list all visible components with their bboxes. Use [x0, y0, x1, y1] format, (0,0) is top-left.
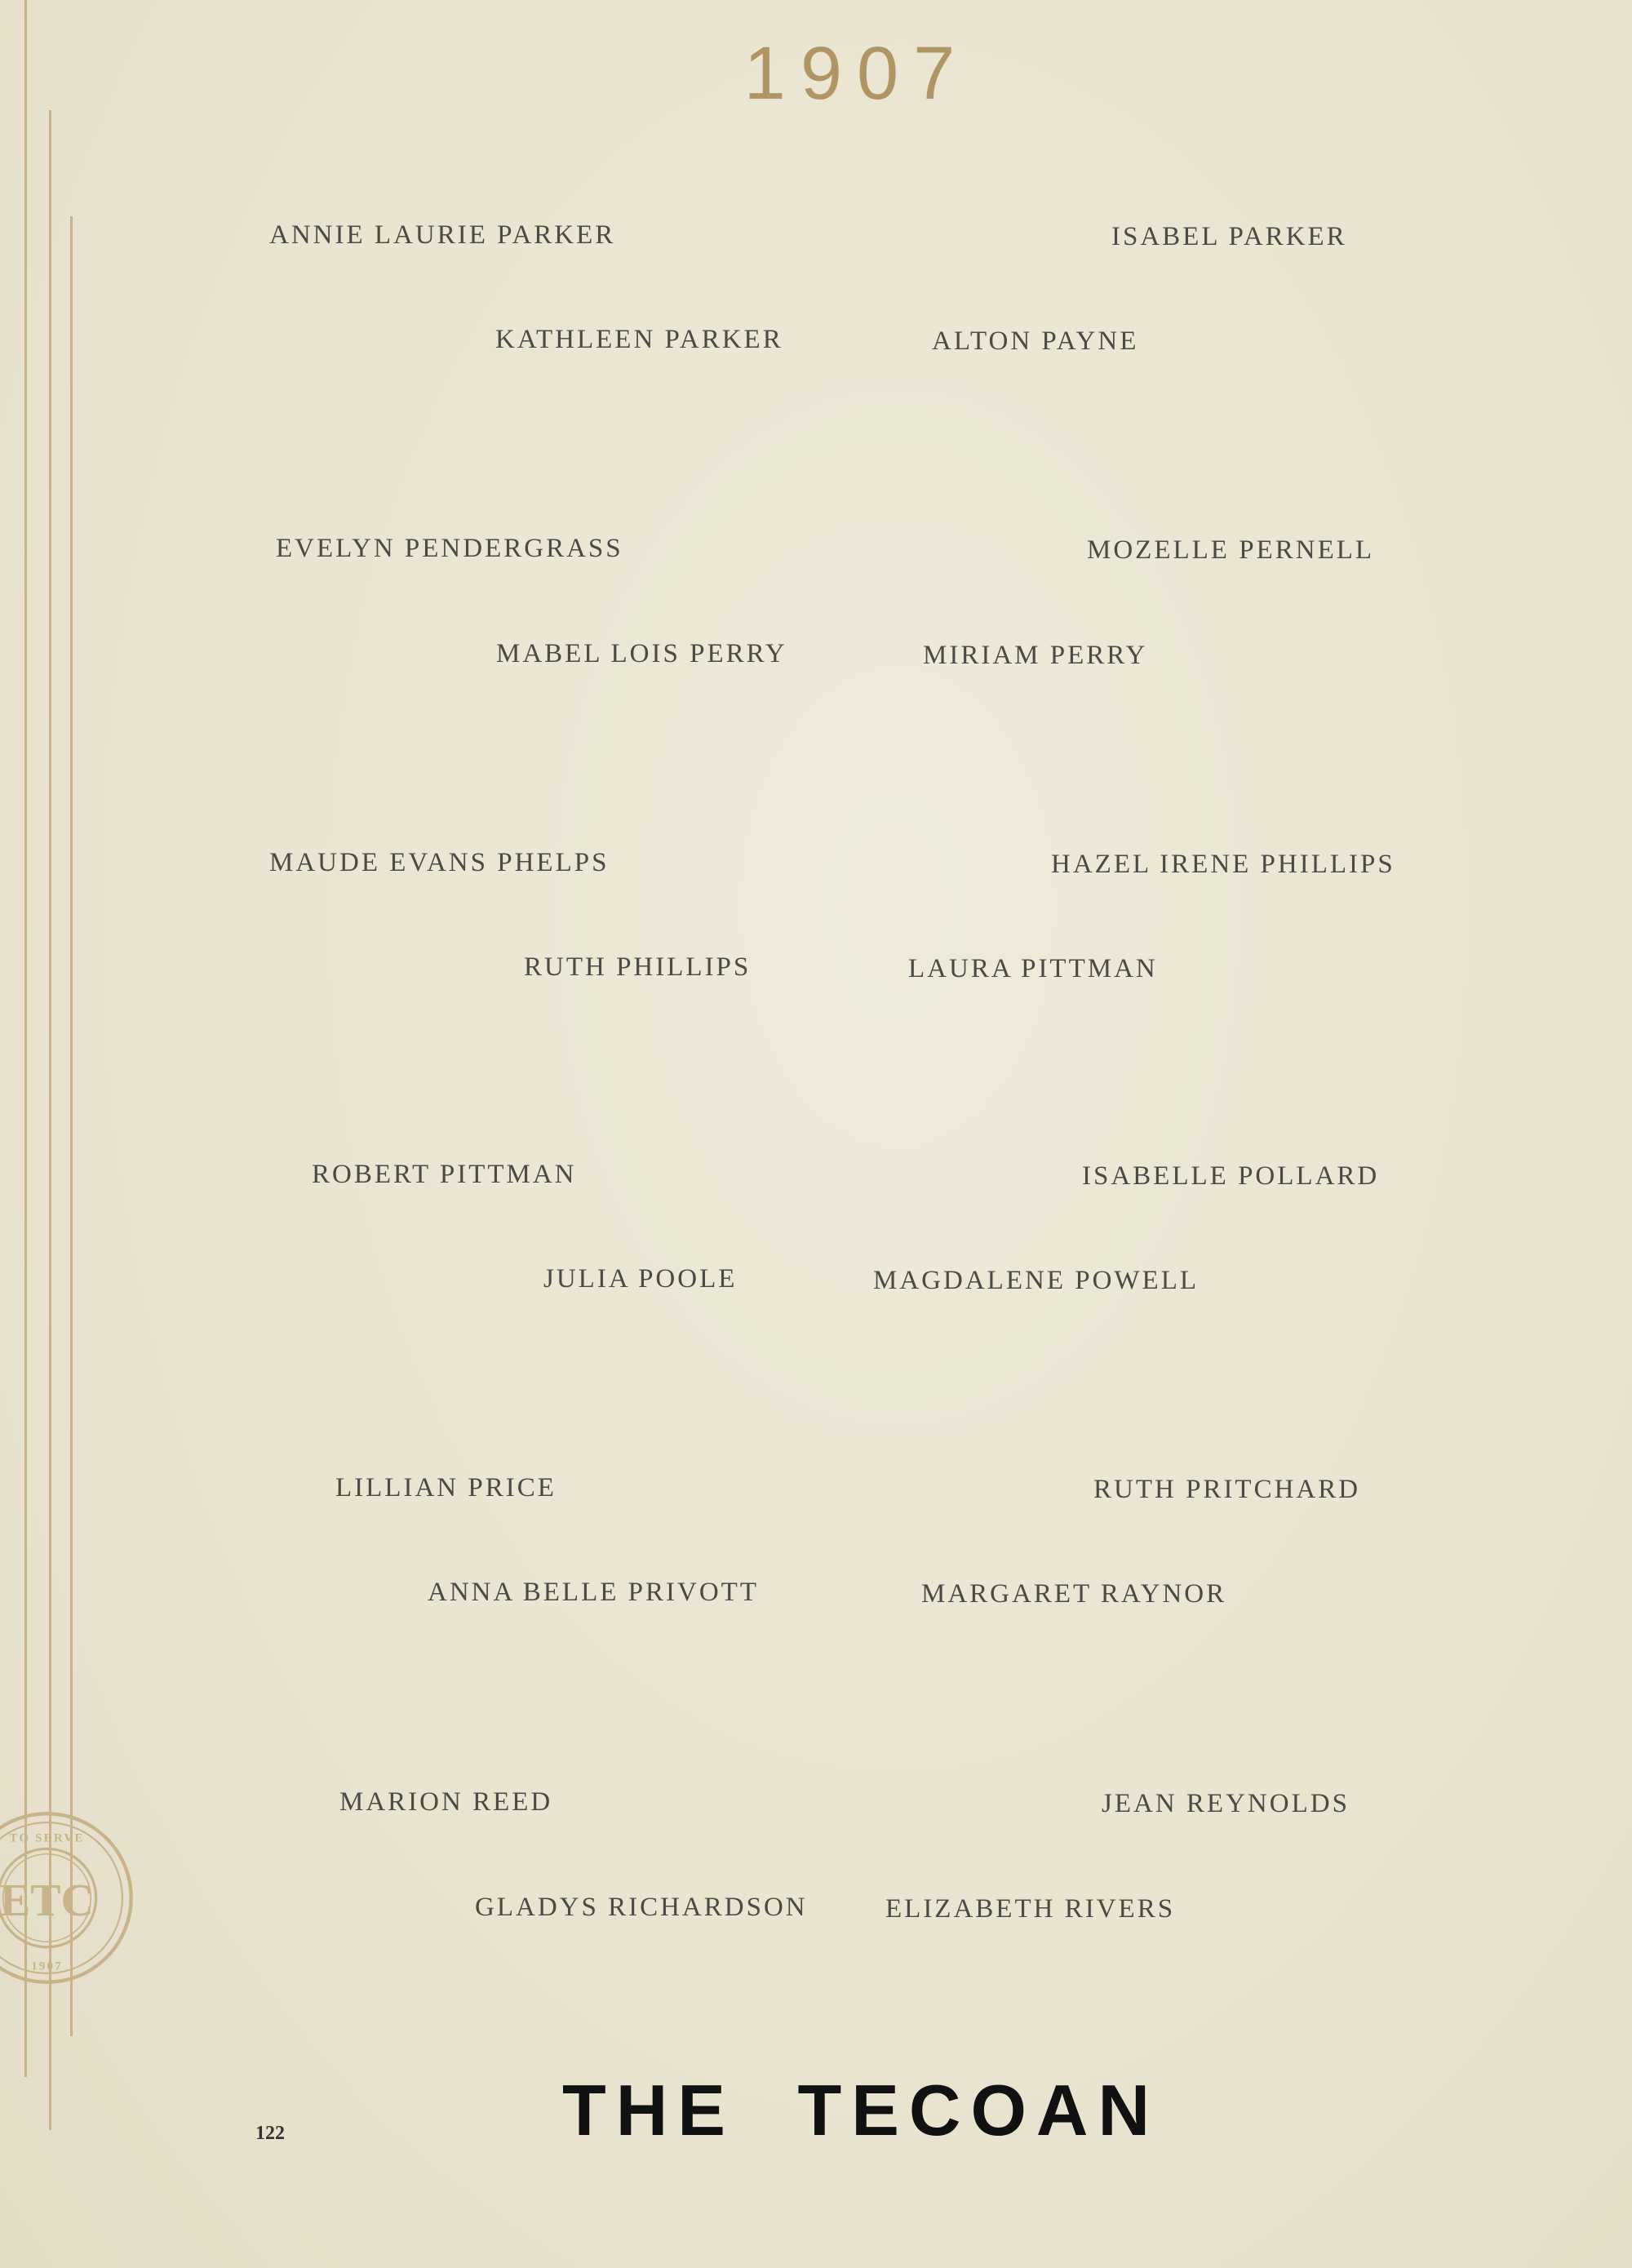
student-name: MARION REED: [339, 1787, 553, 1817]
student-name: MARGARET RAYNOR: [921, 1579, 1227, 1609]
student-name: LILLIAN PRICE: [335, 1473, 557, 1502]
margin-rule-3: [70, 216, 73, 2036]
svg-text:TO SERVE: TO SERVE: [9, 1831, 85, 1845]
student-name: MABEL LOIS PERRY: [496, 639, 787, 668]
student-name: RUTH PRITCHARD: [1093, 1475, 1361, 1504]
student-name: GLADYS RICHARDSON: [475, 1893, 808, 1922]
margin-rule-1: [24, 0, 27, 2077]
student-name: JULIA POOLE: [543, 1264, 738, 1294]
student-name: KATHLEEN PARKER: [495, 325, 783, 354]
student-name: LAURA PITTMAN: [908, 954, 1158, 983]
student-name: ANNIE LAURIE PARKER: [269, 220, 616, 250]
student-name: EVELYN PENDERGRASS: [276, 534, 623, 563]
page-number: 122: [255, 2123, 285, 2144]
student-name: ROBERT PITTMAN: [312, 1160, 577, 1189]
page-year-heading: 1907: [743, 32, 970, 115]
footer-title: THE TECOAN: [562, 2070, 1160, 2150]
svg-text:ETC: ETC: [0, 1875, 94, 1926]
student-name: HAZEL IRENE PHILLIPS: [1051, 850, 1395, 879]
student-name: ELIZABETH RIVERS: [885, 1894, 1176, 1924]
college-seal-icon: [0, 1810, 135, 1986]
student-name: JEAN REYNOLDS: [1102, 1789, 1350, 1818]
student-name: MAGDALENE POWELL: [873, 1266, 1200, 1295]
student-name: MIRIAM PERRY: [923, 641, 1148, 670]
student-name: RUTH PHILLIPS: [524, 952, 752, 982]
student-name: ISABEL PARKER: [1111, 222, 1347, 251]
student-name: ALTON PAYNE: [932, 326, 1139, 356]
student-name: MOZELLE PERNELL: [1087, 535, 1375, 565]
student-name: ANNA BELLE PRIVOTT: [428, 1578, 759, 1607]
svg-text:1907: 1907: [31, 1960, 63, 1973]
student-name: MAUDE EVANS PHELPS: [269, 848, 610, 877]
student-name: ISABELLE POLLARD: [1082, 1161, 1380, 1191]
